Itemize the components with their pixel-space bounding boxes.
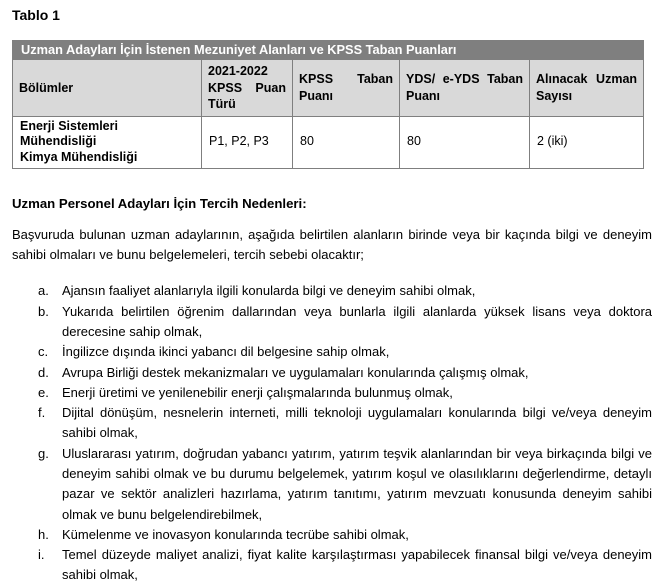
cell-kpss-puan-turu: P1, P2, P3 [202,116,293,168]
col-header-bolumler: Bölümler [13,60,202,117]
list-marker: i. [38,547,45,563]
list-marker: b. [38,303,49,319]
list-item-text: Ajansın faaliyet alanlarıyla ilgili konularda bilgi ve deneyim sahibi olmak, [62,283,476,299]
list-item-c [38,342,652,362]
cell-yds-taban-puani: 80 [400,116,530,168]
list-marker: c. [38,344,49,360]
list-marker: d. [38,364,49,380]
col-header-kpss-puan-turu: 2021-2022 KPSS Puan Türü [202,60,293,117]
table-title: Tablo 1 [12,7,60,23]
list-item-text: Temel düzeyde maliyet analizi, fiyat kalite karşılaştırması yapabilecek finansal bilgi ve/veya deneyim sahibi olmak, [62,547,652,583]
list-marker: e. [38,384,49,400]
bolum-line-2: Kimya Mühendisliği [20,149,138,164]
cell-bolumler [13,116,202,168]
list-item-text: Kümelenme ve inovasyon konularında tecrübe sahibi olmak, [62,526,409,542]
list-item-f [38,403,652,444]
list-item-text: Dijital dönüşüm, nesnelerin interneti, milli teknoloji uygulamaları konularında bilgi ve/veya deneyim sahibi olmak, [62,405,652,441]
list-marker: a. [38,283,49,299]
list-item-i [38,545,652,586]
table-header-row [13,60,644,117]
list-item-text: Enerji üretimi ve yenilenebilir enerji çalışmalarında bulunmuş olmak, [62,384,453,400]
col-header-yds-taban-puani: YDS/ e-YDS Taban Puanı [400,60,530,117]
list-item-b [38,302,652,343]
col-header-kpss-taban-puani: KPSS Taban Puanı [293,60,400,117]
list-item-d [38,363,652,383]
table-caption-row [13,41,644,60]
list-marker: g. [38,445,49,461]
list-marker: f. [38,405,46,421]
intro-paragraph: Başvuruda bulunan uzman adaylarının, aşağıda belirtilen alanların birinde veya bir kaçında bilgi ve deneyim sahibi olmaları ve bunu belgelemeleri, tercih sebebi olacaktır; [12,226,652,262]
kpss-requirements-table [12,40,644,169]
table-row [13,116,644,168]
list-item-text: İngilizce dışında ikinci yabancı dil belgesine sahip olmak, [62,344,390,360]
list-marker: h. [38,526,49,542]
list-item-h [38,525,652,545]
table-caption: Uzman Adayları İçin İstenen Mezuniyet Alanları ve KPSS Taban Puanları [13,41,644,60]
list-item-g [38,444,652,525]
section-heading: Uzman Personel Adayları İçin Tercih Nedenleri: [12,195,307,211]
preference-list [12,281,652,585]
list-item-text: Yukarıda belirtilen öğrenim dallarından veya bunlarla ilgili alanlarda yüksek lisans veya doktora derecesine sahip olmak, [62,303,652,339]
list-item-text: Uluslararası yatırım, doğrudan yabancı yatırım, yatırım teşvik alanlarından bir veya birkaçında bilgi ve deneyim sahibi olmak ve bu durumu belgelemek, yatırım koşul ve olasılıklarını değerlendirme, detaylı pazar ve sektör analizleri hazırlama, yatırım tanıtımı, yatırım mevzuatı konusunda deneyim sahibi olmak ve bunu belgelendirebilmek, [62,445,652,522]
list-item-a [38,281,652,301]
cell-kpss-taban-puani: 80 [293,116,400,168]
col-header-alinacak-uzman-sayisi: Alınacak Uzman Sayısı [530,60,644,117]
list-item-e [38,383,652,403]
list-item-text: Avrupa Birliği destek mekanizmaları ve uygulamaları konularında çalışmış olmak, [62,364,529,380]
bolum-line-1: Enerji Sistemleri Mühendisliği [20,118,118,149]
cell-alinacak-uzman-sayisi: 2 (iki) [530,116,644,168]
